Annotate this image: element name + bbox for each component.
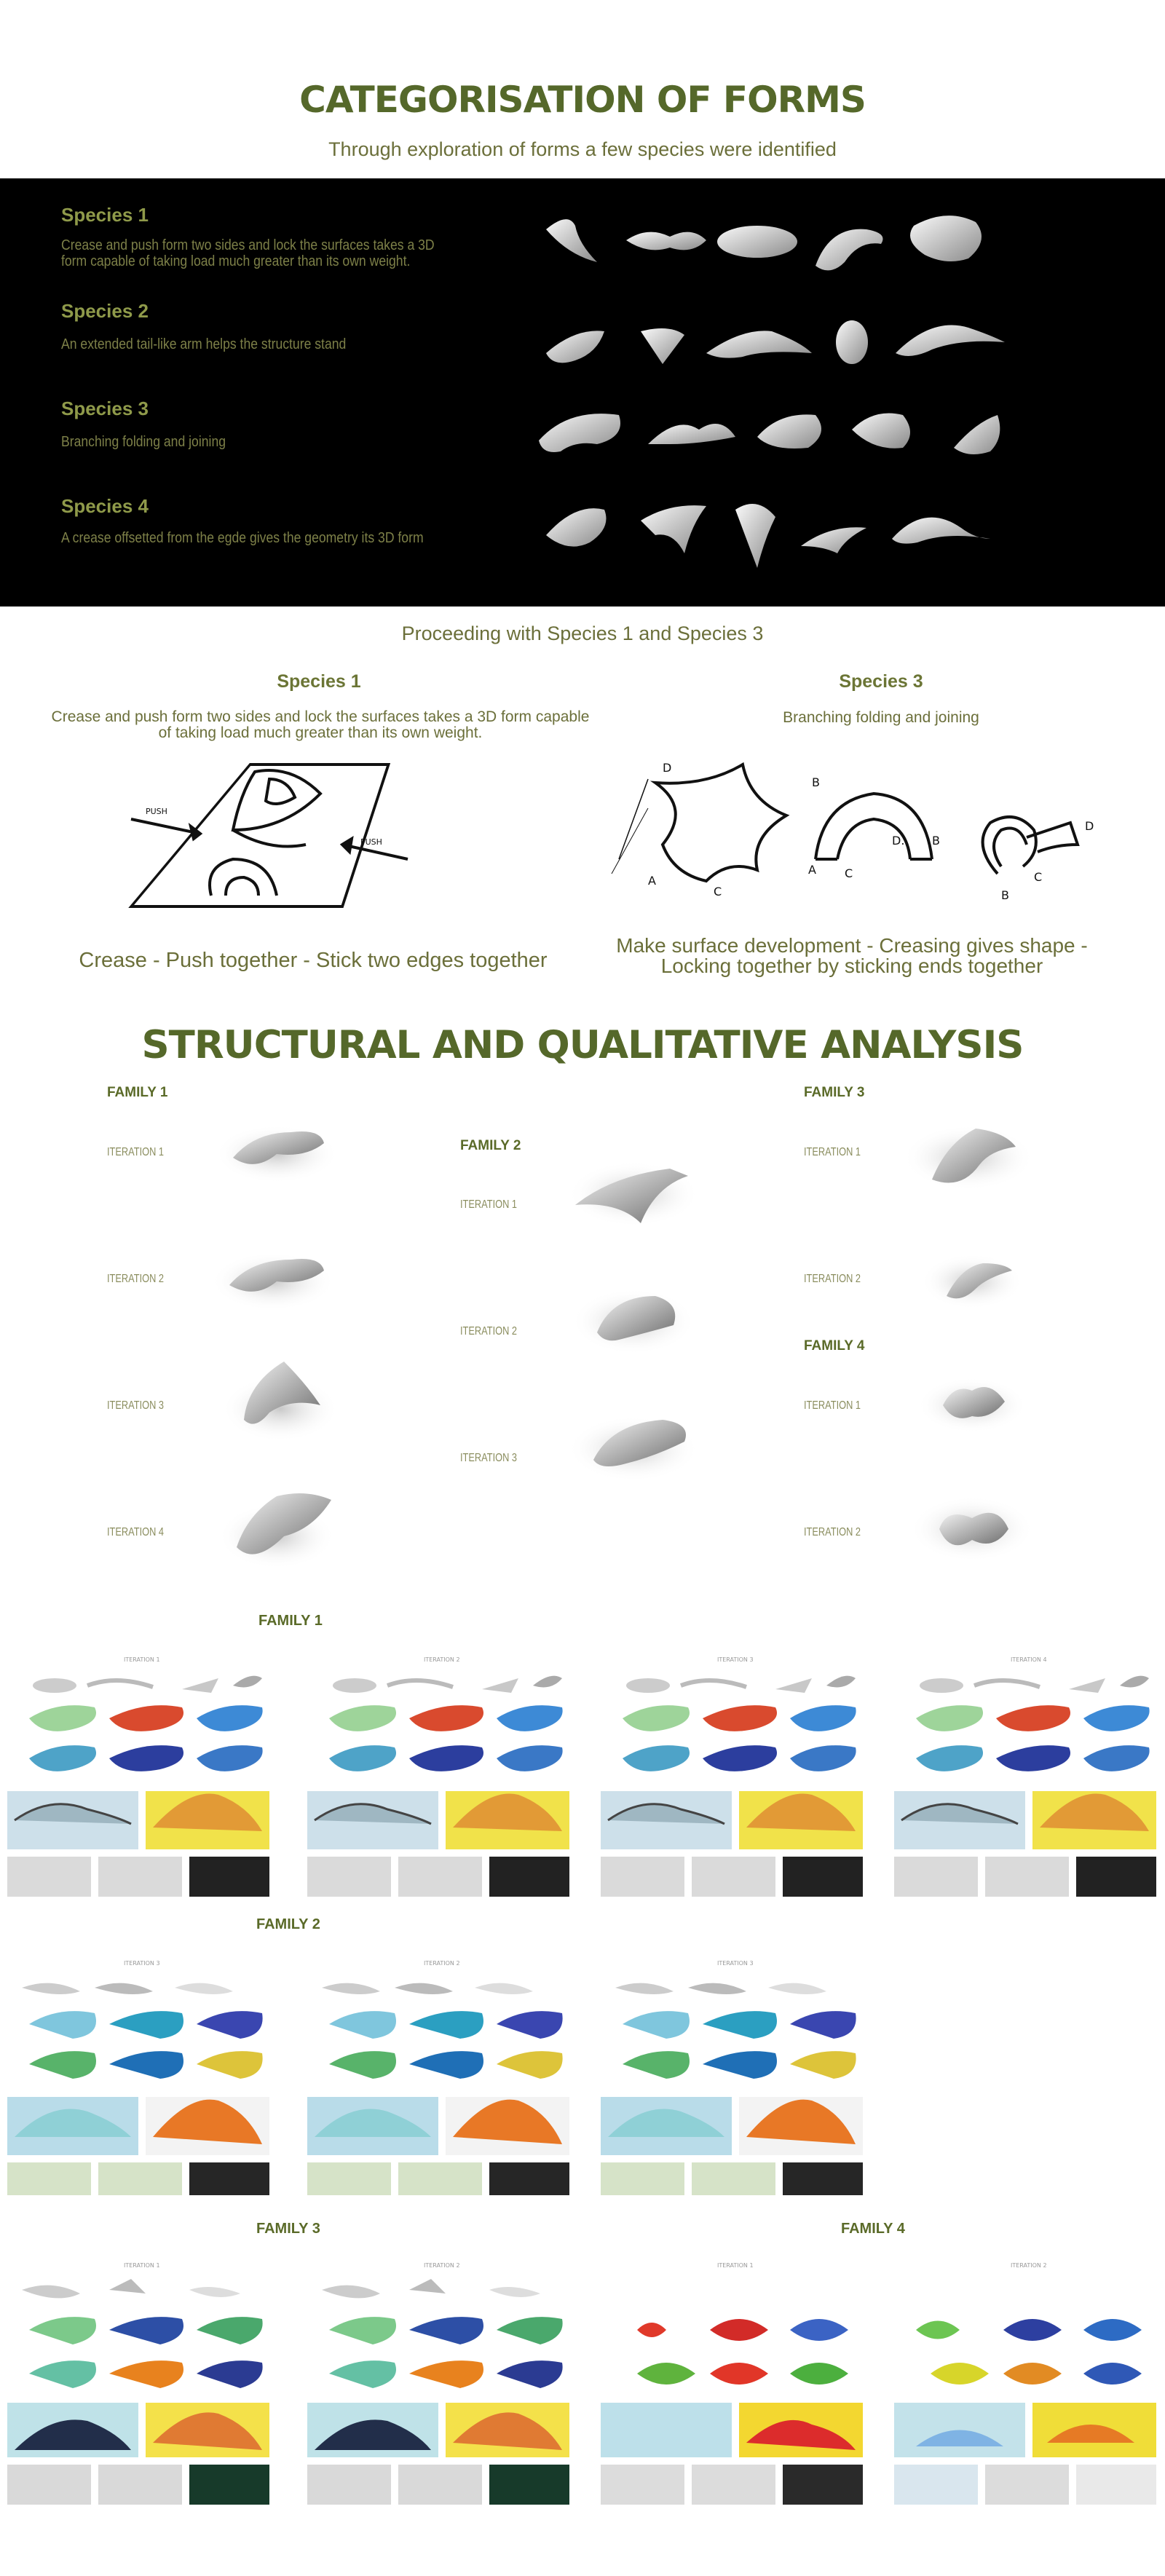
sheets-family1-label: FAMILY 1 (258, 1613, 323, 1629)
species3-sketch (604, 750, 1129, 910)
sheets-family3-label: FAMILY 3 (256, 2221, 320, 2237)
f1-sheet1-label: ITERATION 1 (124, 1656, 160, 1663)
family2-iteration2-label: ITERATION 2 (460, 1325, 517, 1338)
sketch3-letter-3: A (648, 874, 656, 888)
family3-label: FAMILY 3 (804, 1085, 865, 1100)
f1-sheet3-label: ITERATION 3 (717, 1656, 754, 1663)
family1-sheet-art (0, 1649, 1165, 1900)
sheets-family2-label: FAMILY 2 (256, 1916, 320, 1932)
analysis-title: STRUCTURAL AND QUALITATIVE ANALYSIS (141, 1023, 1024, 1067)
sketch3-letter-5: A (808, 863, 816, 877)
species-2-heading: Species 2 (61, 300, 149, 322)
family1-label: FAMILY 1 (107, 1085, 168, 1100)
species-1-heading: Species 1 (61, 204, 149, 226)
sketch-push-right: PUSH (360, 837, 382, 847)
proceeding-text: Proceeding with Species 1 and Species 3 (401, 623, 764, 644)
f3-sheet1-label: ITERATION 1 (124, 2262, 160, 2269)
species3-title: Species 3 (839, 671, 923, 692)
species1-sketch (124, 750, 430, 925)
family4-iteration2-label: ITERATION 2 (804, 1526, 861, 1538)
species-3-heading: Species 3 (61, 398, 149, 419)
family3-iteration1-label: ITERATION 1 (804, 1146, 861, 1158)
f1-sheet4-label: ITERATION 4 (1011, 1656, 1047, 1663)
sketch-push-left: PUSH (146, 807, 167, 816)
sheets-family4-label: FAMILY 4 (841, 2221, 905, 2237)
family1-iteration2-label: ITERATION 2 (107, 1273, 164, 1285)
species-3-text: Branching folding and joining (61, 434, 226, 450)
family3-4-sheet-art (0, 2257, 1165, 2508)
f2-sheet3-label: ITERATION 3 (717, 1960, 754, 1967)
species-1-text: Crease and push form two sides and lock the surfaces takes a 3D form capable of taking load much greater than its own weight. (61, 237, 435, 269)
species3-desc: Branching folding and joining (783, 709, 979, 726)
sketch3-letter-6: C (845, 866, 853, 880)
family4-iteration1-label: ITERATION 1 (804, 1399, 861, 1412)
page-title: CATEGORISATION OF FORMS (299, 79, 866, 121)
species1-desc: Crease and push form two sides and lock the surfaces takes a 3D form capable of taking load much greater than its own weight. (51, 708, 590, 741)
species-2-text: An extended tail-like arm helps the structure stand (61, 336, 347, 352)
sketch3-letter-10: B (1001, 888, 1009, 902)
family2-sheet-art (0, 1955, 1165, 2202)
sketch3-letter-8: B (932, 834, 940, 848)
species-renders (524, 197, 1034, 575)
family3-iteration2-label: ITERATION 2 (804, 1273, 861, 1285)
f2-sheet1-label: ITERATION 3 (124, 1960, 160, 1967)
page-subtitle: Through exploration of forms a few species were identified (328, 138, 837, 160)
species-4-heading: Species 4 (61, 495, 149, 517)
family4-label: FAMILY 4 (804, 1338, 865, 1354)
species-4-text: A crease offsetted from the egde gives the geometry its 3D form (61, 530, 424, 546)
family2-sheets (0, 1955, 1165, 2202)
sketch3-letter-11: C (1034, 870, 1043, 884)
sketch3-letter-4: C (714, 885, 722, 898)
f1-sheet2-label: ITERATION 2 (424, 1656, 460, 1663)
family2-iteration1-label: ITERATION 1 (460, 1198, 517, 1211)
species3-caption: Make surface development - Creasing gives shape - Locking together by sticking ends together (616, 934, 1088, 977)
iteration-renders (0, 1092, 1165, 1587)
species1-title: Species 1 (277, 671, 361, 692)
f3-sheet2-label: ITERATION 2 (424, 2262, 460, 2269)
sketch3-letter-1: D (663, 761, 672, 775)
family1-iteration3-label: ITERATION 3 (107, 1399, 164, 1412)
sketch3-letter-7: D. (892, 834, 905, 848)
family3-4-sheets (0, 2257, 1165, 2508)
family1-iteration1-label: ITERATION 1 (107, 1146, 164, 1158)
sketch3-letter-9: D (1085, 819, 1094, 833)
family1-sheets (0, 1649, 1165, 1900)
family2-iteration3-label: ITERATION 3 (460, 1452, 517, 1464)
f4-sheet2-label: ITERATION 2 (1011, 2262, 1047, 2269)
f2-sheet2-label: ITERATION 2 (424, 1960, 460, 1967)
f4-sheet1-label: ITERATION 1 (717, 2262, 754, 2269)
family2-label: FAMILY 2 (460, 1138, 521, 1153)
family1-iteration4-label: ITERATION 4 (107, 1526, 164, 1538)
species1-caption: Crease - Push together - Stick two edges together (79, 949, 548, 972)
sketch3-letter-2: B (812, 775, 820, 789)
